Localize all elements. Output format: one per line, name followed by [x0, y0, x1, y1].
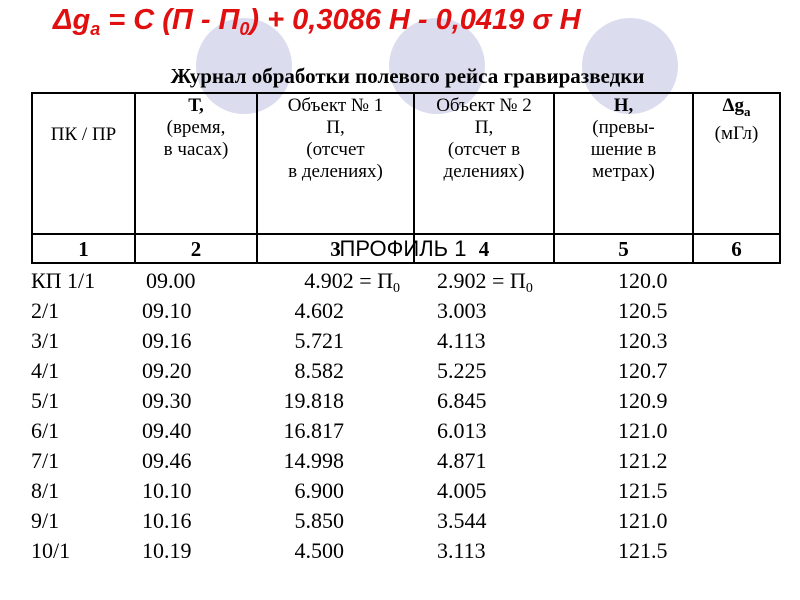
cell-pk: КП 1/1	[31, 268, 96, 293]
cell-pk: 8/1	[31, 478, 60, 503]
cell-object2: 4.871	[437, 448, 487, 473]
table-row	[0, 476, 800, 506]
cell-time: 09.20	[142, 358, 192, 383]
cell-height: 121.5	[618, 538, 668, 563]
header-cell-object1: Объект № 1 П, (отсчет в делениях)	[257, 93, 414, 234]
cell-height: 120.5	[618, 298, 668, 323]
cell-height: 121.2	[618, 448, 668, 473]
cell-object2: $2.902 = П_0$	[437, 268, 533, 296]
table-row	[0, 296, 800, 326]
cell-pk: 10/1	[31, 538, 71, 563]
journal-title: Журнал обработки полевого рейса гравиразведки	[170, 64, 645, 88]
column-number: 2	[135, 234, 257, 263]
table-row	[0, 326, 800, 356]
cell-pk: 4/1	[31, 358, 60, 383]
cell-time: 10.10	[142, 478, 192, 503]
column-number: 5	[554, 234, 693, 263]
header-row	[32, 93, 780, 234]
cell-object2: 6.845	[437, 388, 487, 413]
cell-object1: 4.500	[294, 538, 344, 563]
cell-object2: 6.013	[437, 418, 487, 443]
cell-height: 120.0	[618, 268, 668, 293]
cell-height: 121.5	[618, 478, 668, 503]
cell-time: 09.00	[146, 268, 196, 293]
cell-object2: 3.113	[437, 538, 486, 563]
cell-object1: 14.998	[283, 448, 344, 473]
cell-time: 09.16	[142, 328, 192, 353]
table-row	[0, 266, 800, 296]
cell-object2: 4.005	[437, 478, 487, 503]
column-number: 3	[257, 234, 414, 263]
cell-object1: 5.721	[294, 328, 344, 353]
header-cell-height: Н, (превы- шение в метрах)	[554, 93, 693, 234]
cell-time: 09.10	[142, 298, 192, 323]
table-row	[0, 386, 800, 416]
cell-height: 121.0	[618, 418, 668, 443]
formula-title: $\Delta g_a = С$ $(П - П_0) + 0,3086$ Н - 0,0419 σ Н	[53, 4, 581, 39]
cell-time: 10.19	[142, 538, 192, 563]
header-cell-pk: ПК / ПР	[32, 93, 135, 234]
cell-object1: 8.582	[294, 358, 344, 383]
header-cell-dg: $\Delta g_a$ (мГл)	[693, 93, 780, 234]
cell-object1: 4.602	[294, 298, 344, 323]
cell-time: 09.30	[142, 388, 192, 413]
column-number: 4	[414, 234, 554, 263]
cell-pk: 3/1	[31, 328, 60, 353]
table-row	[0, 356, 800, 386]
table-row	[0, 416, 800, 446]
cell-object1: 16.817	[283, 418, 344, 443]
cell-object1: 6.900	[294, 478, 344, 503]
cell-pk: 9/1	[31, 508, 60, 533]
header-cell-object2: Объект № 2 П, (отсчет в делениях)	[414, 93, 554, 234]
cell-time: 09.40	[142, 418, 192, 443]
cell-height: 120.7	[618, 358, 668, 383]
table-row	[0, 506, 800, 536]
cell-object2: 5.225	[437, 358, 487, 383]
cell-object1: 5.850	[294, 508, 344, 533]
table-row	[0, 446, 800, 476]
column-number: 1	[32, 234, 135, 263]
cell-height: 120.9	[618, 388, 668, 413]
header-cell-time: Т, (время, в часах)	[135, 93, 257, 234]
cell-pk: 2/1	[31, 298, 60, 323]
cell-pk: 6/1	[31, 418, 60, 443]
cell-height: 120.3	[618, 328, 668, 353]
data-rows	[0, 266, 800, 566]
cell-object2: 4.113	[437, 328, 486, 353]
cell-height: 121.0	[618, 508, 668, 533]
cell-object1: $4.902 = П_0$	[304, 268, 400, 296]
profile-title: ПРОФИЛЬ 1	[339, 236, 467, 261]
cell-pk: 7/1	[31, 448, 60, 473]
cell-object2: 3.003	[437, 298, 487, 323]
cell-pk: 5/1	[31, 388, 60, 413]
cell-time: 09.46	[142, 448, 192, 473]
cell-time: 10.16	[142, 508, 192, 533]
cell-object1: 19.818	[283, 388, 344, 413]
table-row	[0, 536, 800, 566]
cell-object2: 3.544	[437, 508, 487, 533]
column-number: 6	[693, 234, 780, 263]
